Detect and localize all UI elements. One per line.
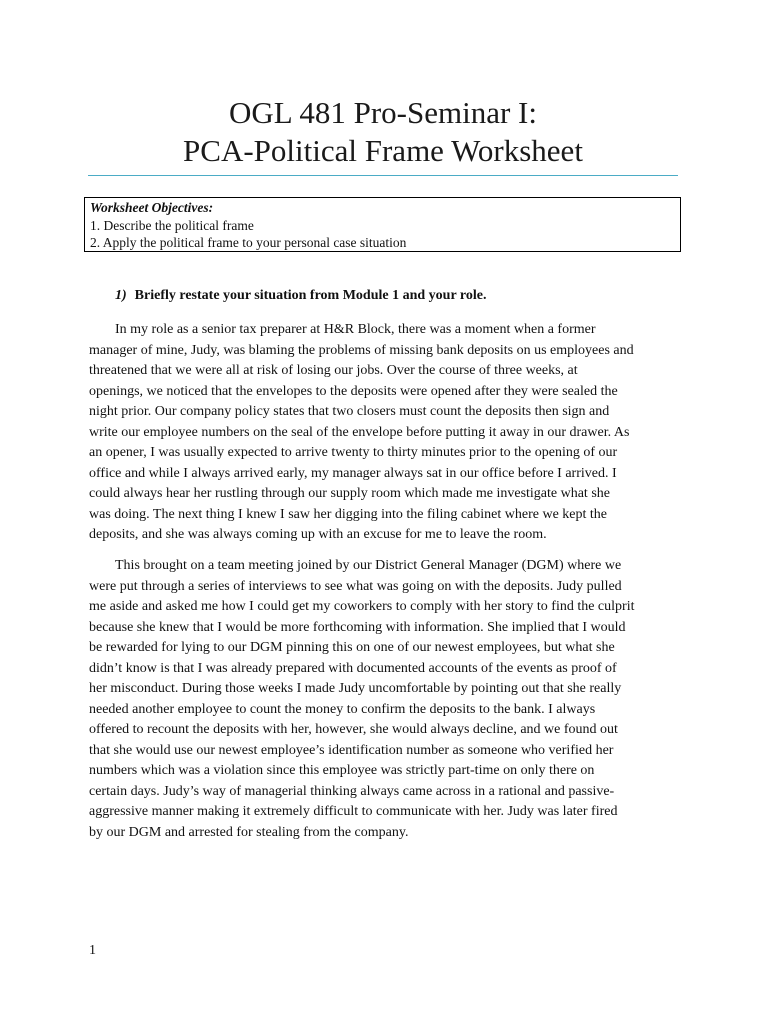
paragraph-line: were put through a series of interviews to see what was going on with the deposits. Judy pulled bbox=[89, 578, 622, 594]
paragraph-line: her misconduct. During those weeks I made Judy uncomfortable by pointing out that she really bbox=[89, 681, 622, 696]
paragraph-line: an opener, I was usually expected to arrive twenty to thirty minutes prior to the opening of our bbox=[89, 445, 618, 460]
paragraph-line: manager of mine, Judy, was blaming the problems of missing bank deposits on us employees and bbox=[89, 342, 634, 358]
paragraph-line: In my role as a senior tax preparer at H&R Block, there was a moment when a former bbox=[115, 322, 596, 337]
question-heading bbox=[115, 288, 486, 304]
paragraph-line: aggressive manner making it extremely difficult to communicate with her. Judy was later fired bbox=[89, 804, 618, 819]
paragraph-line: certain days. Judy’s way of managerial thinking always came across in a rational and passive- bbox=[89, 783, 615, 799]
paragraph-line: openings, we noticed that the envelopes to the deposits were opened after they were sealed the bbox=[89, 383, 618, 399]
objective-item: 1. Describe the political frame bbox=[90, 217, 254, 233]
paragraph-line: could always hear her rustling through our supply room which made me investigate what she bbox=[89, 486, 610, 501]
paragraph-line: deposits, and she was always coming up with an excuse for me to leave the room. bbox=[89, 527, 547, 542]
paragraph-line: night prior. Our company policy states that two closers must count the deposits then sign and bbox=[89, 404, 610, 419]
paragraph-line: was doing. The next thing I knew I saw her digging into the filing cabinet where we kept the bbox=[89, 506, 607, 522]
document-title bbox=[88, 94, 678, 170]
objective-item: 2. Apply the political frame to your personal case situation bbox=[90, 235, 407, 250]
title-line-2: PCA-Political Frame Worksheet bbox=[183, 133, 583, 168]
paragraph-line: offered to recount the deposits with her, however, she would always decline, and we found out bbox=[89, 722, 618, 737]
objectives-heading: Worksheet Objectives: bbox=[90, 200, 214, 215]
answer-paragraph-1 bbox=[89, 320, 689, 546]
title-line-1: OGL 481 Pro-Seminar I: bbox=[229, 95, 537, 130]
paragraph-line: didn’t know is that I was already prepared with documented accounts of the events as proof of bbox=[89, 660, 617, 676]
paragraph-line: me aside and asked me how I could get my coworkers to comply with her story to find the culprit bbox=[89, 599, 635, 614]
question-text: Briefly restate your situation from Module 1 and your role. bbox=[134, 288, 487, 303]
paragraph-line: by our DGM and arrested for stealing from the company. bbox=[89, 824, 409, 840]
paragraph-line: because she knew that I would be more forthcoming with information. She implied that I would bbox=[89, 619, 626, 635]
paragraph-line: numbers which was a violation since this employee was strictly part-time on only there on bbox=[89, 763, 595, 778]
paragraph-line: office and while I always arrived early, my manager always sat in our office before I arrived. I bbox=[89, 465, 617, 481]
paragraph-line: write our employee numbers on the seal of the envelope before putting it away in our drawer. As bbox=[89, 424, 630, 440]
paragraph-line: that she would use our newest employee’s identification number as someone who verified her bbox=[89, 742, 614, 758]
paragraph-line: needed another employee to count the money to confirm the deposits to the bank. I always bbox=[89, 701, 596, 717]
title-divider bbox=[88, 175, 678, 176]
question-number: 1) bbox=[115, 288, 127, 303]
objectives-box bbox=[84, 197, 681, 252]
paragraph-line: This brought on a team meeting joined by our District General Manager (DGM) where we bbox=[115, 558, 622, 573]
paragraph-line: threatened that we were all at risk of losing our jobs. Over the course of three weeks, at bbox=[89, 363, 578, 378]
answer-paragraph-2 bbox=[89, 556, 689, 843]
paragraph-line: be rewarded for lying to our DGM pinning this on one of our newest employees, but what she bbox=[89, 640, 615, 655]
page-number: 1 bbox=[89, 943, 96, 958]
